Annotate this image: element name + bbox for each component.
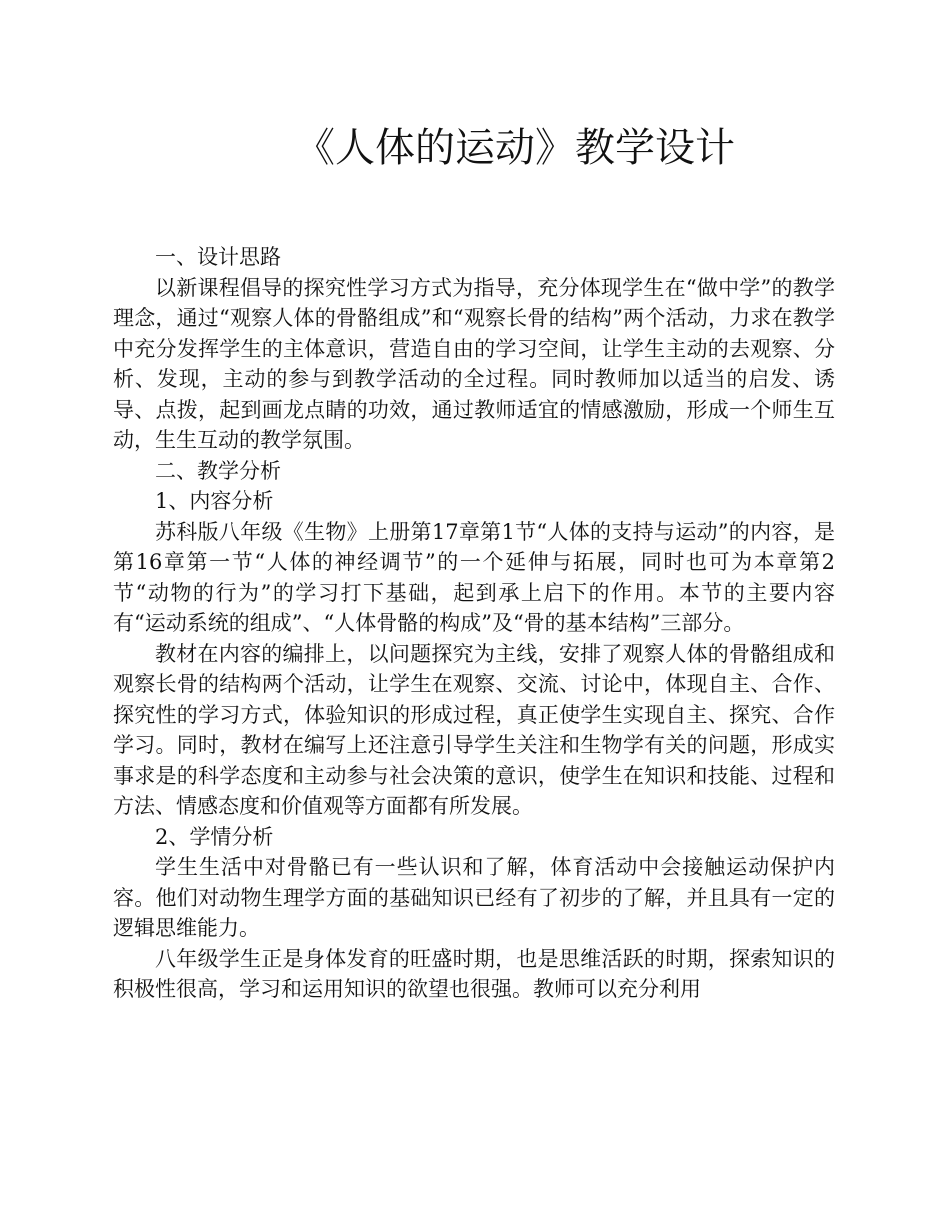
paragraph-student-analysis-2: 八年级学生正是身体发育的旺盛时期，也是思维活跃的时期，探索知识的积极性很高，学习和运用知识的欲望也很强。教师可以充分利用 xyxy=(113,946,835,1001)
paragraph-content-analysis-2: 教材在内容的编排上，以问题探究为主线，安排了观察人体的骨骼组成和观察长骨的结构两个活动，让学生在观察、交流、讨论中，体现自主、合作、探究性的学习方式，体验知识的形成过程，真正使学生实现自主、探究、合作学习。同时，教材在编写上还注意引导学生关注和生物学有关的问题，形成实事求是的科学态度和主动参与社会决策的意识，使学生在知识和技能、过程和方法、情感态度和价值观等方面都有所发展。 xyxy=(113,641,835,818)
document-title: 《人体的运动》教学设计 xyxy=(295,125,735,171)
paragraph-student-analysis-1: 学生生活中对骨骼已有一些认识和了解，体育活动中会接触运动保护内容。他们对动物生理学方面的基础知识已经有了初步的了解，并且具有一定的逻辑思维能力。 xyxy=(113,855,835,940)
subsection-heading-content-analysis: 1、内容分析 xyxy=(155,489,274,513)
subsection-heading-student-analysis: 2、学情分析 xyxy=(155,824,274,849)
paragraph-design-idea: 以新课程倡导的探究性学习方式为指导，充分体现学生在“做中学”的教学理念，通过“观察人体的骨骼组成”和“观察长骨的结构”两个活动，力求在教学中充分发挥学生的主体意识，营造自由的学习空间，让学生主动的去观察、分析、发现，主动的参与到教学活动的全过程。同时教师加以适当的启发、诱导、点拨，起到画龙点睛的功效，通过教师适宜的情感激励，形成一个师生互动，生生互动的教学氛围。 xyxy=(113,275,835,452)
paragraph-content-analysis-1: 苏科版八年级《生物》上册第17章第1节“人体的支持与运动”的内容，是第16章第一节“人体的神经调节”的一个延伸与拓展，同时也可为本章第2节“动物的行为”的学习打下基础，起到承上启下的作用。本节的主要内容有“运动系统的组成”、“人体骨骼的构成”及“骨的基本结构”三部分。 xyxy=(113,519,835,635)
section-heading-design-idea: 一、设计思路 xyxy=(155,245,281,269)
document-body xyxy=(113,242,835,1005)
section-heading-teaching-analysis: 二、教学分析 xyxy=(155,458,281,483)
